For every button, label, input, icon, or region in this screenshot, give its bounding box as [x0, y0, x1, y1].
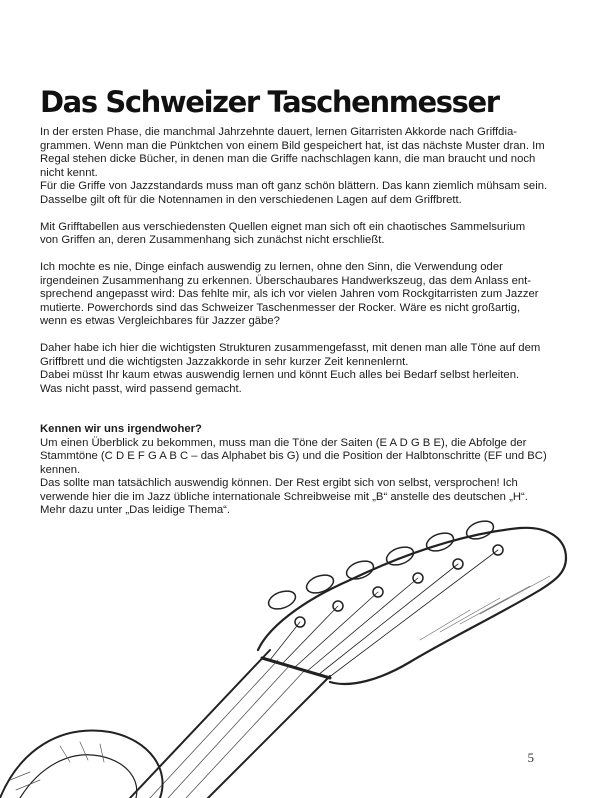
- text-line: wenn es etwas Vergleichbares für Jazzer gäbe?: [40, 315, 280, 327]
- text-line: nicht kennt.: [40, 166, 98, 179]
- text-line: grammen. Wenn man die Pünktchen von einem Bild gespeichert hat, ist das nächste Muster dran. Im: [40, 139, 545, 152]
- page-title: Das Schweizer Taschenmesser: [40, 85, 499, 119]
- text-line: Regal stehen dicke Bücher, in denen man die Griffe nachschlagen kann, die man braucht und noch: [40, 153, 536, 165]
- paragraph-gap: [40, 396, 560, 410]
- section-heading: Kennen wir uns irgendwoher?: [40, 423, 202, 435]
- text-line: Ich mochte es nie, Dinge einfach auswendig zu lernen, ohne den Sinn, die Verwendung oder: [40, 261, 503, 273]
- text-line: Mit Grifftabellen aus verschiedensten Quellen eignet man sich oft ein chaotisches Sammelsurium: [40, 220, 526, 233]
- text-line: irgendeinen Zusammenhang zu erkennen. Überschaubares Handwerkszeug, das dem Anlass ent-: [40, 274, 532, 287]
- paragraph: [40, 221, 560, 248]
- text-line: Daher habe ich hier die wichtigsten Strukturen zusammengefasst, mit denen man alle Töne auf dem: [40, 342, 541, 354]
- paragraph-gap: [40, 329, 560, 343]
- text-line: Mehr dazu unter „Das leidige Thema“.: [40, 504, 231, 516]
- text-line: Dasselbe gilt oft für die Notennamen in den verschiedenen Lagen auf dem Griffbrett.: [40, 193, 462, 206]
- text-line: kennen.: [40, 463, 81, 476]
- guitar-headstock-sketch-icon: [0, 510, 600, 798]
- paragraph: [40, 261, 560, 329]
- text-line: Für die Griffe von Jazzstandards muss man oft ganz schön blättern. Das kann ziemlich mühsam sein.: [40, 180, 548, 192]
- text-line: Um einen Überblick zu bekommen, muss man die Töne der Saiten (E A D G B E), die Abfolge der: [40, 436, 527, 449]
- body-text: [40, 126, 560, 518]
- paragraph-gap: [40, 207, 560, 221]
- text-line: Was nicht passt, wird passend gemacht.: [40, 382, 242, 395]
- text-line: In der ersten Phase, die manchmal Jahrzehnte dauert, lernen Gitarristen Akkorde nach Griffdia-: [40, 126, 518, 138]
- page-number: 5: [527, 750, 534, 765]
- paragraph: [40, 342, 560, 396]
- section: [40, 423, 560, 518]
- text-line: sprechend angepasst wird: Das fehlte mir, als ich vor vielen Jahren vom Rockgitarristen zum Jazzer: [40, 288, 539, 300]
- text-line: Stammtöne (C D E F G A B C – das Alphabet bis G) und die Position der Halbtonschritte (EF und BC): [40, 450, 547, 462]
- text-line: mutierte. Powerchords sind das Schweizer Taschenmesser der Rocker. Wäre es nicht großartig,: [40, 301, 521, 314]
- text-line: Dabei müsst Ihr kaum etwas auswendig lernen und könnt Euch alles bei Bedarf selbst herleiten.: [40, 369, 520, 381]
- text-line: verwende hier die im Jazz übliche internationale Schreibweise mit „B“ anstelle des deutschen „H“.: [40, 490, 528, 503]
- text-line: Das sollte man tatsächlich auswendig können. Der Rest ergibt sich von selbst, versprochen! Ich: [40, 477, 518, 489]
- paragraph-gap: [40, 248, 560, 262]
- text-line: von Griffen an, deren Zusammenhang sich zunächst nicht erschließt.: [40, 234, 385, 246]
- paragraph-gap: [40, 410, 560, 424]
- paragraph: [40, 126, 560, 207]
- text-line: Griffbrett und die wichtigsten Jazzakkorde in sehr kurzer Zeit kennenlernt.: [40, 355, 409, 368]
